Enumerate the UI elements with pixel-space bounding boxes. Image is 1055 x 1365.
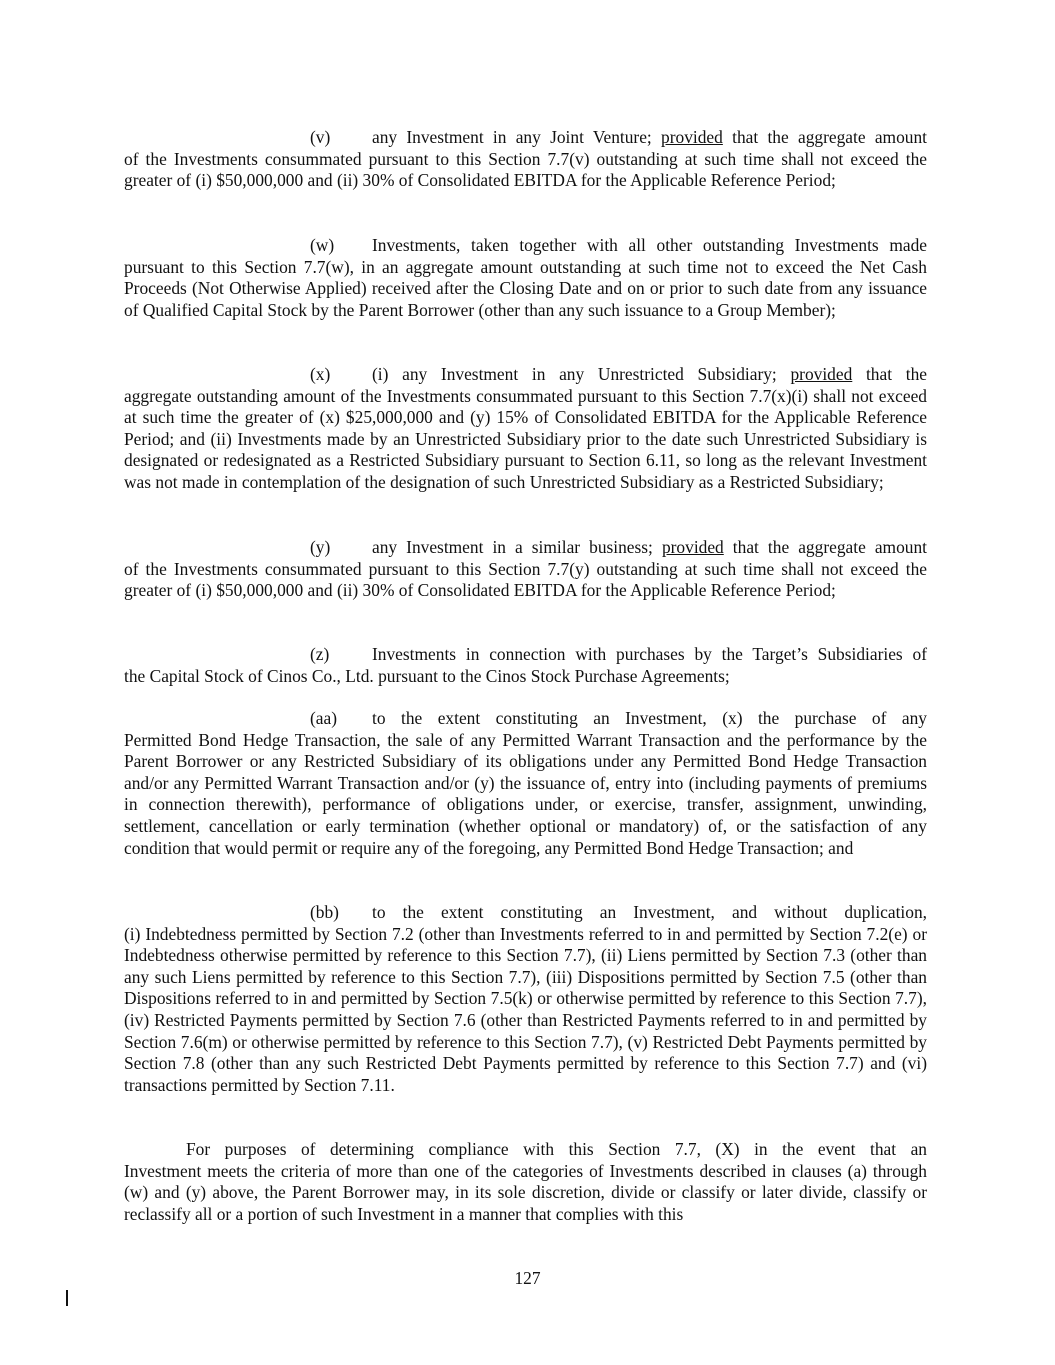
clause-first-line <box>124 235 927 257</box>
clause-body: (i) Indebtedness permitted by Section 7.2 (other than Investments referred to in and permitted by Section 7.2(e) or Indebtedness otherwise permitted by reference to this Section 7.7), (ii) Liens permitted by Section 7.3 (other than any such Liens permitted by reference to this Section 7.7), (iii) Dispositions permitted by Section 7.5 (other than Dispositions referred to in and permitted by Section 7.5(k) or otherwise permitted by reference to this Section 7.7), (iv) Restricted Payments permitted by Section 7.6 (other than Restricted Payments referred to in and permitted by Section 7.6(m) or otherwise permitted by reference to this Section 7.7), (v) Restricted Debt Payments permitted by Section 7.8 (other than any such Restricted Debt Payments permitted by reference to this Section 7.7) and (vi) transactions permitted by Section 7.11. <box>124 923 927 1095</box>
clause-text: to the extent constituting an Investment, and without duplication, <box>372 902 927 922</box>
clause-w <box>124 235 927 321</box>
clause-label: (aa) <box>310 708 338 728</box>
clause-body: of the Investments consummated pursuant to this Section 7.7(y) outstanding at such time shall not exceed the greater of (i) $50,000,000 and (ii) 30% of Consolidated EBITDA for the Applicable Reference Period; <box>124 558 927 601</box>
clause-body: aggregate outstanding amount of the Investments consummated pursuant to this Section 7.7(x)(i) shall not exceed at such time the greater of (x) $25,000,000 and (y) 15% of Consolidated EBITDA for the Applicable Reference Period; and (ii) Investments made by an Unrestricted Subsidiary prior to the date such Unrestricted Subsidiary is designated or redesignated as a Restricted Subsidiary pursuant to Section 6.11, so long as the relevant Investment was not made in contemplation of the designation of such Unrestricted Subsidiary as a Restricted Subsidiary; <box>124 385 927 492</box>
clause-x <box>124 364 927 494</box>
clause-label: (v) <box>310 127 331 147</box>
clause-text: that the aggregate amount <box>722 127 927 147</box>
provided-term: provided <box>790 364 853 384</box>
page-number: 127 <box>514 1268 541 1288</box>
clause-first-line <box>124 537 927 559</box>
clause-v <box>124 127 927 192</box>
closing-paragraph <box>124 1139 927 1225</box>
clause-label: (z) <box>310 644 330 664</box>
clause-z <box>124 644 927 687</box>
clause-label: (bb) <box>310 902 339 922</box>
clause-label: (y) <box>310 537 331 557</box>
clause-body: pursuant to this Section 7.7(w), in an aggregate amount outstanding at such time not to exceed the Net Cash Proceeds (Not Otherwise Applied) received after the Closing Date and on or prior to such date from any issuance of Qualified Capital Stock by the Parent Borrower (other than any such issuance to a Group Member); <box>124 256 927 320</box>
clause-body: Permitted Bond Hedge Transaction, the sale of any Permitted Warrant Transaction and the performance by the Parent Borrower or any Restricted Subsidiary of its obligations under any Permitted Bond Hedge Transaction and/or any Permitted Warrant Transaction and/or (y) the issuance of, entry into (including payments of premiums in connection therewith), performance of obligations under, or exercise, transfer, assignment, unwinding, settlement, cancellation or early termination (whether optional or mandatory) of, or the satisfaction of any condition that would permit or require any of the foregoing, any Permitted Bond Hedge Transaction; and <box>124 729 927 858</box>
clause-first-line <box>124 902 927 924</box>
clause-body: the Capital Stock of Cinos Co., Ltd. pursuant to the Cinos Stock Purchase Agreements; <box>124 665 730 686</box>
revision-bar <box>66 1290 68 1306</box>
clause-body: of the Investments consummated pursuant to this Section 7.7(v) outstanding at such time shall not exceed the greater of (i) $50,000,000 and (ii) 30% of Consolidated EBITDA for the Applicable Reference Period; <box>124 148 927 191</box>
clause-bb <box>124 902 927 1096</box>
clause-aa <box>124 708 927 859</box>
clause-text: any Investment in a similar business; <box>372 537 662 557</box>
clause-text: that the <box>852 364 927 384</box>
clause-label: (w) <box>310 235 335 255</box>
clause-text: Investments, taken together with all other outstanding Investments made <box>372 235 927 255</box>
clause-text: that the aggregate amount <box>723 537 927 557</box>
clause-y <box>124 537 927 602</box>
clause-first-line <box>124 364 927 386</box>
clause-text: to the extent constituting an Investment, (x) the purchase of any <box>372 708 927 728</box>
closing-first-line: For purposes of determining compliance with this Section 7.7, (X) in the event that an <box>186 1139 927 1159</box>
provided-term: provided <box>661 537 724 557</box>
clause-text: any Investment in any Joint Venture; <box>372 127 662 147</box>
closing-body: Investment meets the criteria of more than one of the categories of Investments described in clauses (a) through (w) and (y) above, the Parent Borrower may, in its sole discretion, divide or classify or later divide, classify or reclassify all or a portion of such Investment in a manner that complies with this <box>124 1160 927 1224</box>
clause-text: Investments in connection with purchases by the Target’s Subsidiaries of <box>372 644 927 664</box>
clause-first-line <box>124 127 927 149</box>
provided-term: provided <box>661 127 723 147</box>
clause-first-line <box>124 644 927 666</box>
clause-label: (x) <box>310 364 331 384</box>
clause-first-line <box>124 708 927 730</box>
clause-text: (i) any Investment in any Unrestricted Subsidiary; <box>372 364 791 384</box>
